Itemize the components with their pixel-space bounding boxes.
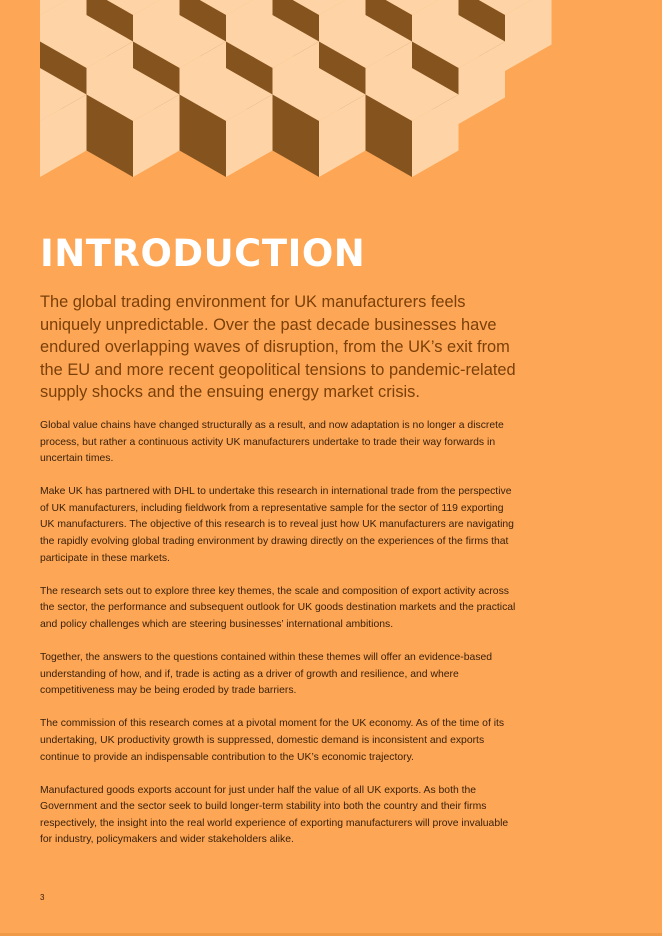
paragraph: The commission of this research comes at a pivotal moment for the UK economy. As of the time of its undertaking, UK productivity growth is suppressed, domestic demand is inconsistent and exports continue to provide an indispensable contribution to the UK’s economic trajectory. — [40, 718, 505, 763]
paragraph: The research sets out to explore three key themes, the scale and composition of export activity across the sector, the performance and subsequent outlook for UK goods destination markets and the practical and policy challenges which are steering businesses’ international ambitions. — [40, 585, 516, 630]
cube-face — [0, 0, 40, 71]
paragraph: Make UK has partnered with DHL to undertake this research in international trade from the perspective of UK manufacturers, including fieldwork from a representative sample for the sector of 119 exporting UK manufacturers. The objective of this research is to reveal just how UK manufacturers are navigating the rapidly evolving global trading environment by drawing directly on the experiences of the firms that participate in these markets. — [40, 486, 514, 564]
paragraph: Manufactured goods exports account for just under half the value of all UK exports. As both the Government and the sector seek to build longer-term stability into both the country and their firms respectively, the insight into the real world experience of exporting manufacturers will prove invaluable for industry, policymakers and wider stakeholders alike. — [40, 784, 509, 846]
lead-paragraph: The global trading environment for UK manufacturers feels uniquely unpredictable. Over the past decade businesses have endured overlapping waves of disruption, from the UK’s exit from the EU and more recent geopolitical tensions to pandemic-related supply shocks and the ensuing energy market crisis. — [40, 293, 516, 401]
paragraph: Global value chains have changed structurally as a result, and now adaptation is no longer a discrete process, but rather a continuous activity UK manufacturers undertake to trade their way forwards in uncertain times. — [40, 420, 504, 465]
body-text — [40, 418, 520, 865]
paragraph: Together, the answers to the questions contained within these themes will offer an evidence-based understanding of how, and if, trade is acting as a driver of growth and resilience, and where competitiveness may be being eroded by trade barriers. — [40, 652, 493, 697]
isometric-cube-pattern — [0, 0, 662, 205]
page-number: 3 — [40, 893, 45, 902]
cube-face — [0, 95, 40, 178]
page-title: INTRODUCTION — [40, 232, 366, 275]
